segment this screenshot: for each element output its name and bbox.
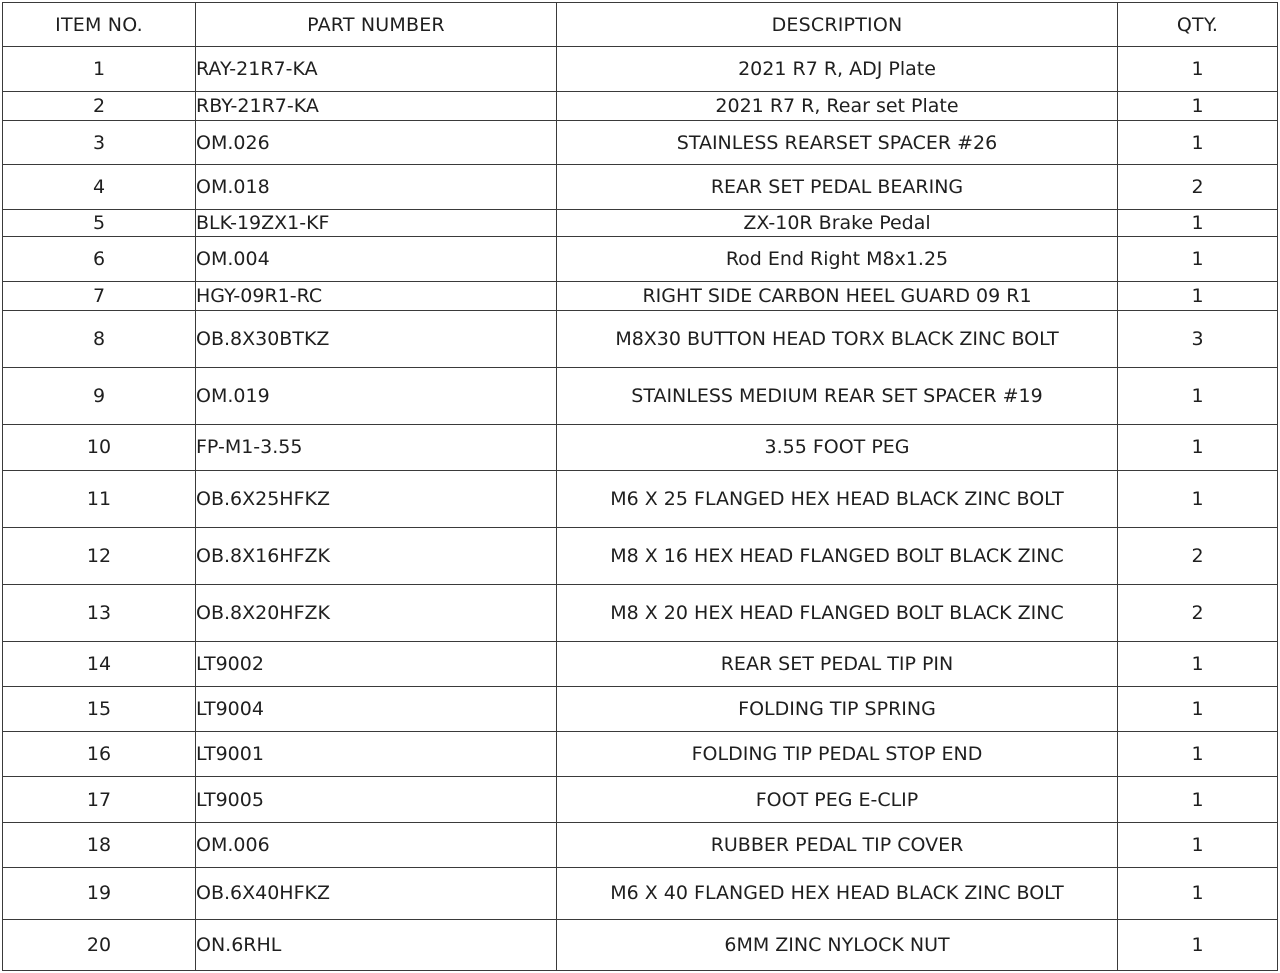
table-row (3, 282, 1278, 310)
cell-item-no: 1 (3, 47, 196, 92)
cell-item-no: 4 (3, 165, 196, 210)
header-description: DESCRIPTION (557, 3, 1118, 47)
table-row (3, 822, 1278, 867)
cell-qty: 3 (1118, 310, 1278, 367)
cell-qty: 1 (1118, 237, 1278, 282)
cell-qty: 1 (1118, 47, 1278, 92)
table-row (3, 687, 1278, 732)
table-row (3, 165, 1278, 210)
cell-part-number: LT9002 (196, 642, 557, 687)
cell-description: Rod End Right M8x1.25 (557, 237, 1118, 282)
cell-part-number: OM.004 (196, 237, 557, 282)
cell-description: FOLDING TIP SPRING (557, 687, 1118, 732)
cell-part-number: OM.006 (196, 822, 557, 867)
cell-item-no: 12 (3, 527, 196, 584)
cell-part-number: ON.6RHL (196, 919, 557, 970)
table-row (3, 367, 1278, 424)
bill-of-materials-table (2, 2, 1278, 971)
cell-description: REAR SET PEDAL BEARING (557, 165, 1118, 210)
cell-part-number: FP-M1-3.55 (196, 424, 557, 470)
table-row (3, 237, 1278, 282)
cell-description: RIGHT SIDE CARBON HEEL GUARD 09 R1 (557, 282, 1118, 310)
table-row (3, 919, 1278, 970)
cell-description: 3.55 FOOT PEG (557, 424, 1118, 470)
cell-description: FOOT PEG E-CLIP (557, 777, 1118, 822)
table-row (3, 424, 1278, 470)
cell-qty: 1 (1118, 642, 1278, 687)
cell-description: M6 X 40 FLANGED HEX HEAD BLACK ZINC BOLT (557, 867, 1118, 919)
cell-item-no: 3 (3, 121, 196, 165)
cell-part-number: OB.8X16HFZK (196, 527, 557, 584)
cell-description: M6 X 25 FLANGED HEX HEAD BLACK ZINC BOLT (557, 470, 1118, 527)
table-row (3, 310, 1278, 367)
table-row (3, 470, 1278, 527)
cell-qty: 1 (1118, 919, 1278, 970)
cell-part-number: BLK-19ZX1-KF (196, 210, 557, 237)
cell-description: 6MM ZINC NYLOCK NUT (557, 919, 1118, 970)
cell-description: STAINLESS REARSET SPACER #26 (557, 121, 1118, 165)
cell-qty: 1 (1118, 732, 1278, 777)
cell-item-no: 11 (3, 470, 196, 527)
cell-part-number: OM.019 (196, 367, 557, 424)
cell-qty: 1 (1118, 210, 1278, 237)
cell-item-no: 18 (3, 822, 196, 867)
cell-qty: 1 (1118, 367, 1278, 424)
cell-qty: 1 (1118, 687, 1278, 732)
cell-item-no: 2 (3, 92, 196, 121)
cell-part-number: LT9001 (196, 732, 557, 777)
cell-description: REAR SET PEDAL TIP PIN (557, 642, 1118, 687)
cell-item-no: 8 (3, 310, 196, 367)
cell-item-no: 15 (3, 687, 196, 732)
cell-item-no: 13 (3, 585, 196, 642)
cell-qty: 1 (1118, 470, 1278, 527)
table-body (3, 47, 1278, 971)
cell-item-no: 14 (3, 642, 196, 687)
cell-part-number: RBY-21R7-KA (196, 92, 557, 121)
cell-part-number: OB.6X40HFKZ (196, 867, 557, 919)
cell-qty: 1 (1118, 822, 1278, 867)
cell-qty: 2 (1118, 165, 1278, 210)
cell-item-no: 10 (3, 424, 196, 470)
cell-part-number: HGY-09R1-RC (196, 282, 557, 310)
table-row (3, 92, 1278, 121)
cell-part-number: OB.8X30BTKZ (196, 310, 557, 367)
table-row (3, 47, 1278, 92)
table-row (3, 585, 1278, 642)
cell-item-no: 16 (3, 732, 196, 777)
cell-item-no: 9 (3, 367, 196, 424)
cell-part-number: LT9005 (196, 777, 557, 822)
cell-description: RUBBER PEDAL TIP COVER (557, 822, 1118, 867)
cell-part-number: OB.6X25HFKZ (196, 470, 557, 527)
table-row (3, 777, 1278, 822)
table-header-row (3, 3, 1278, 47)
cell-qty: 2 (1118, 527, 1278, 584)
cell-item-no: 17 (3, 777, 196, 822)
cell-qty: 1 (1118, 92, 1278, 121)
table-row (3, 527, 1278, 584)
cell-description: ZX-10R Brake Pedal (557, 210, 1118, 237)
cell-part-number: OB.8X20HFZK (196, 585, 557, 642)
header-item-no: ITEM NO. (3, 3, 196, 47)
cell-qty: 1 (1118, 424, 1278, 470)
table-row (3, 732, 1278, 777)
cell-part-number: RAY-21R7-KA (196, 47, 557, 92)
cell-qty: 1 (1118, 282, 1278, 310)
table-row (3, 642, 1278, 687)
cell-description: M8 X 16 HEX HEAD FLANGED BOLT BLACK ZINC (557, 527, 1118, 584)
header-part-number: PART NUMBER (196, 3, 557, 47)
cell-description: 2021 R7 R, ADJ Plate (557, 47, 1118, 92)
cell-qty: 1 (1118, 777, 1278, 822)
table-row (3, 121, 1278, 165)
cell-part-number: LT9004 (196, 687, 557, 732)
cell-part-number: OM.018 (196, 165, 557, 210)
cell-item-no: 7 (3, 282, 196, 310)
cell-description: 2021 R7 R, Rear set Plate (557, 92, 1118, 121)
cell-item-no: 5 (3, 210, 196, 237)
cell-description: STAINLESS MEDIUM REAR SET SPACER #19 (557, 367, 1118, 424)
cell-part-number: OM.026 (196, 121, 557, 165)
header-qty: QTY. (1118, 3, 1278, 47)
cell-item-no: 6 (3, 237, 196, 282)
cell-description: FOLDING TIP PEDAL STOP END (557, 732, 1118, 777)
cell-item-no: 19 (3, 867, 196, 919)
cell-description: M8 X 20 HEX HEAD FLANGED BOLT BLACK ZINC (557, 585, 1118, 642)
cell-item-no: 20 (3, 919, 196, 970)
cell-qty: 1 (1118, 121, 1278, 165)
cell-qty: 2 (1118, 585, 1278, 642)
cell-description: M8X30 BUTTON HEAD TORX BLACK ZINC BOLT (557, 310, 1118, 367)
cell-qty: 1 (1118, 867, 1278, 919)
table-row (3, 210, 1278, 237)
table-row (3, 867, 1278, 919)
